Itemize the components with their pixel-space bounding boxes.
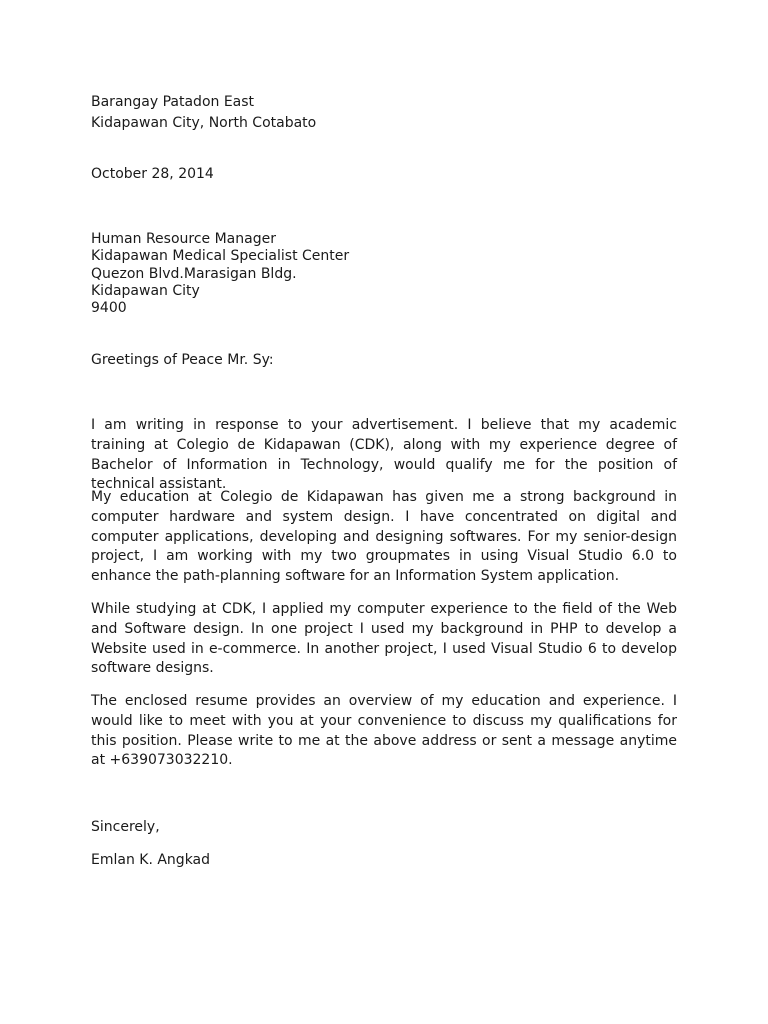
body-paragraph-4: The enclosed resume provides an overview of my education and experience. I would like to meet with you at your convenience to discuss my qualifications for this position. Please write to me at the above address or sent a message anytime at +639073032210. <box>91 693 677 769</box>
sender-address-line1: Barangay Patadon East <box>91 94 255 110</box>
recipient-zip: 9400 <box>91 300 127 317</box>
recipient-title: Human Resource Manager <box>91 231 276 247</box>
body-paragraph-3: While studying at CDK, I applied my computer experience to the field of the Web and Software design. In one project I used my background in PHP to develop a Website used in e-commerce. In another project, I used Visual Studio 6 to develop software designs. <box>91 601 677 677</box>
sender-address <box>91 92 677 134</box>
signer-name: Emlan K. Angkad <box>91 852 211 868</box>
sender-address-line2: Kidapawan City, North Cotabato <box>91 115 317 131</box>
salutation: Greetings of Peace Mr. Sy: <box>91 352 274 368</box>
body-paragraph-1: I am writing in response to your advertisement. I believe that my academic training at Colegio de Kidapawan (CDK), along with my experience degree of Bachelor of Information in Technology, would qualify me for the position of technical assistant. <box>91 417 677 493</box>
letter-date: October 28, 2014 <box>91 166 214 182</box>
body-paragraph-2: My education at Colegio de Kidapawan has given me a strong background in computer hardware and system design. I have concentrated on digital and computer applications, developing and designing softwares. For my senior-design project, I am working with my two groupmates in using Visual Studio 6.0 to enhance the path-planning software for an Information System application. <box>91 489 677 585</box>
closing: Sincerely, <box>91 819 160 835</box>
recipient-city: Kidapawan City <box>91 282 200 299</box>
recipient-organization: Kidapawan Medical Specialist Center <box>91 248 350 265</box>
recipient-street: Quezon Blvd.Marasigan Bldg. <box>91 265 297 282</box>
recipient-address <box>91 231 677 317</box>
